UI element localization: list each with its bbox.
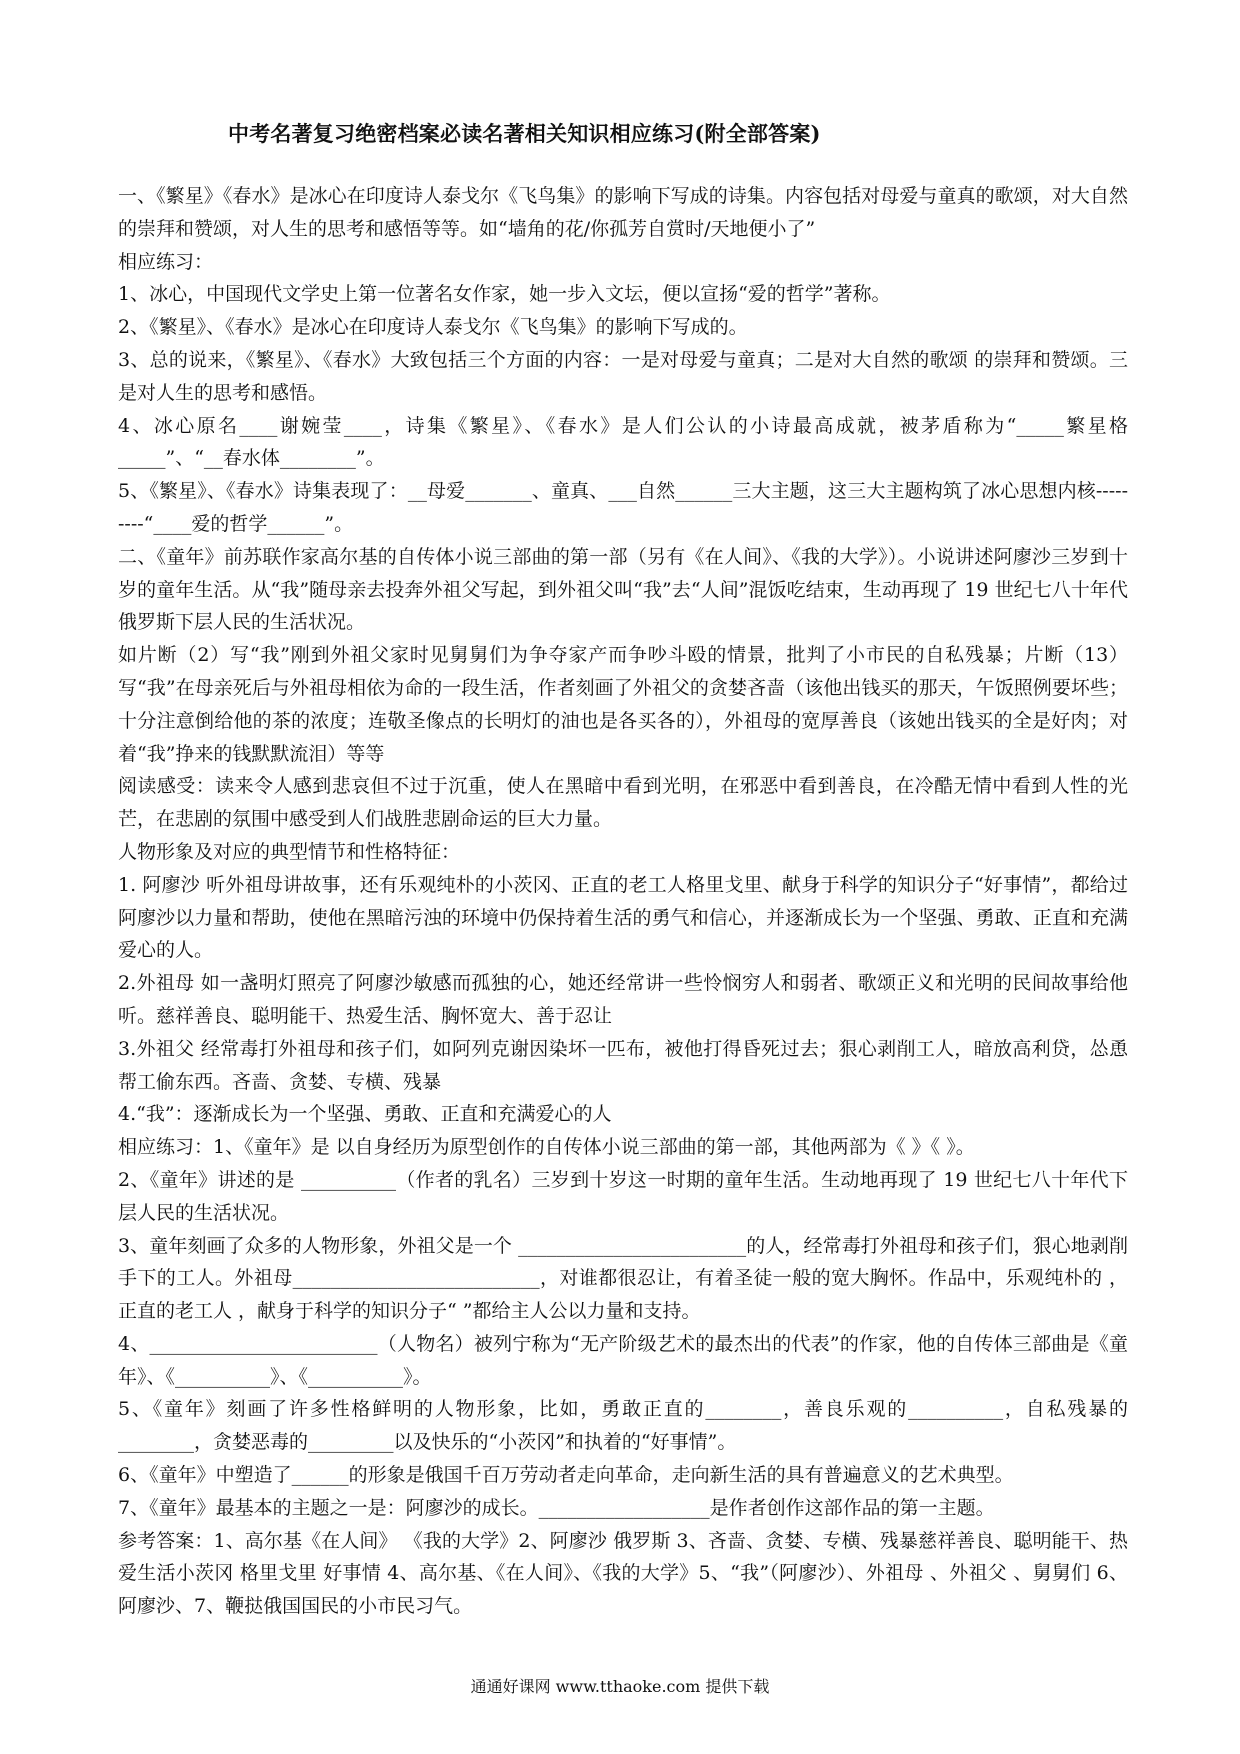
paragraph-2: 相应练习： [118, 250, 214, 273]
document-title: 中考名著复习绝密档案必读名著相关知识相应练习(附全部答案) [228, 121, 821, 146]
paragraph-4: 2、《繁星》、《春水》是冰心在印度诗人泰戈尔《飞鸟集》的影响下写成的。 [118, 316, 748, 339]
paragraph-18: 3、童年刻画了众多的人物形象，外祖父是一个 ________________________的人，经常毒打外祖母和孩子们，狠心地剥削手下的工人。外祖母__________________________，对谁都很忍让，有着圣徒一般的宽大胸怀。作品中，乐观纯朴的 ，正直的老工人 ，献身于科学的知识分子“ ”都给主人公以力量和支持。 [118, 1234, 1128, 1323]
paragraph-23: 参考答案：1、高尔基《在人间》 《我的大学》2、阿廖沙 俄罗斯 3、吝啬、贪婪、专横、残暴慈祥善良、聪明能干、热爱生活小茨冈 格里戈里 好事情 4、高尔基、《在人间》、《我的大学》5、“我”（阿廖沙）、外祖母 、外祖父 、舅舅们 6、阿廖沙、7、鞭挞俄国国民的小市民习气。 [118, 1529, 1128, 1618]
paragraph-7: 5、《繁星》、《春水》诗集表现了：__母爱_______、童真、___自然______三大主题，这三大主题构筑了冰心思想内核---------“____爱的哲学______”。 [118, 480, 1128, 535]
paragraph-12: 1. 阿廖沙 听外祖母讲故事，还有乐观纯朴的小茨冈、正直的老工人格里戈里、献身于科学的知识分子“好事情”，都给过阿廖沙以力量和帮助，使他在黑暗污浊的环境中仍保持着生活的勇气和信心，并逐渐成长为一个坚强、勇敢、正直和充满爱心的人。 [118, 873, 1128, 962]
paragraph-17: 2、《童年》讲述的是 __________（作者的乳名）三岁到十岁这一时期的童年生活。生动地再现了 19 世纪七八十年代下层人民的生活状况。 [118, 1168, 1128, 1224]
paragraph-14: 3.外祖父 经常毒打外祖母和孩子们，如阿列克谢因染坏一匹布，被他打得昏死过去；狠心剥削工人，暗放高利贷，怂恿帮工偷东西。吝啬、贪婪、专横、残暴 [118, 1037, 1128, 1093]
paragraph-1: 一、《繁星》《春水》是冰心在印度诗人泰戈尔《飞鸟集》的影响下写成的诗集。内容包括对母爱与童真的歌颂，对大自然的崇拜和赞颂，对人生的思考和感悟等等。如“墙角的花/你孤芳自赏时/天地便小了” [118, 185, 1128, 240]
paragraph-3: 1、冰心，中国现代文学史上第一位著名女作家，她一步入文坛，便以宣扬“爱的哲学”著称。 [118, 283, 891, 306]
paragraph-22: 7、《童年》最基本的主题之一是：阿廖沙的成长。__________________是作者创作这部作品的第一主题。 [118, 1496, 995, 1519]
document-body [118, 180, 1128, 1623]
paragraph-20: 5、《童年》刻画了许多性格鲜明的人物形象，比如，勇敢正直的________，善良乐观的__________，自私残暴的________，贪婪恶毒的_________以及快乐的“小茨冈”和执着的“好事情”。 [118, 1398, 1128, 1454]
paragraph-9: 如片断（2）写“我”刚到外祖父家时见舅舅们为争夺家产而争吵斗殴的情景，批判了小市民的自私残暴；片断（13）写“我”在母亲死后与外祖母相依为命的一段生活，作者刻画了外祖父的贪婪吝啬（该他出钱买的那天，午饭照例要坏些；十分注意倒给他的茶的浓度；连敬圣像点的长明灯的油也是各买各的），外祖母的宽厚善良（该她出钱买的全是好肉；对着“我”挣来的钱默默流泪）等等 [118, 644, 1128, 765]
paragraph-10: 阅读感受：读来令人感到悲哀但不过于沉重，使人在黑暗中看到光明，在邪恶中看到善良，在冷酷无情中看到人性的光芒，在悲剧的氛围中感受到人们战胜悲剧命运的巨大力量。 [118, 775, 1128, 831]
paragraph-6: 4、冰心原名____谢婉莹____，诗集《繁星》、《春水》是人们公认的小诗最高成就，被茅盾称为“_____繁星格_____”、“__春水体________”。 [118, 414, 1128, 470]
paragraph-15: 4.“我”：逐渐成长为一个坚强、勇敢、正直和充满爱心的人 [118, 1103, 612, 1126]
paragraph-8: 二、《童年》前苏联作家高尔基的自传体小说三部曲的第一部（另有《在人间》、《我的大学》）。小说讲述阿廖沙三岁到十岁的童年生活。从“我”随母亲去投奔外祖父写起，到外祖父叫“我”去“人间”混饭吃结束，生动再现了 19 世纪七八十年代俄罗斯下层人民的生活状况。 [118, 545, 1128, 634]
paragraph-16: 相应练习：1、《童年》是 以自身经历为原型创作的自传体小说三部曲的第一部，其他两部为《 》《 》。 [118, 1136, 975, 1159]
paragraph-19: 4、________________________（人物名）被列宁称为“无产阶级艺术的最杰出的代表”的作家，他的自传体三部曲是《童年》、《__________》、《__________》。 [118, 1332, 1128, 1388]
paragraph-5: 3、总的说来，《繁星》、《春水》大致包括三个方面的内容：一是对母爱与童真；二是对大自然的歌颂 的崇拜和赞颂。三是对人生的思考和感悟。 [118, 348, 1128, 404]
paragraph-11: 人物形象及对应的典型情节和性格特征： [118, 840, 461, 863]
page-footer: 通通好课网 www.tthaoke.com 提供下载 [470, 1677, 770, 1696]
paragraph-21: 6、《童年》中塑造了______的形象是俄国千百万劳动者走向革命，走向新生活的具有普遍意义的艺术典型。 [118, 1464, 1014, 1487]
paragraph-13: 2.外祖母 如一盏明灯照亮了阿廖沙敏感而孤独的心，她还经常讲一些怜悯穷人和弱者、歌颂正义和光明的民间故事给他听。慈祥善良、聪明能干、热爱生活、胸怀宽大、善于忍让 [118, 972, 1128, 1027]
